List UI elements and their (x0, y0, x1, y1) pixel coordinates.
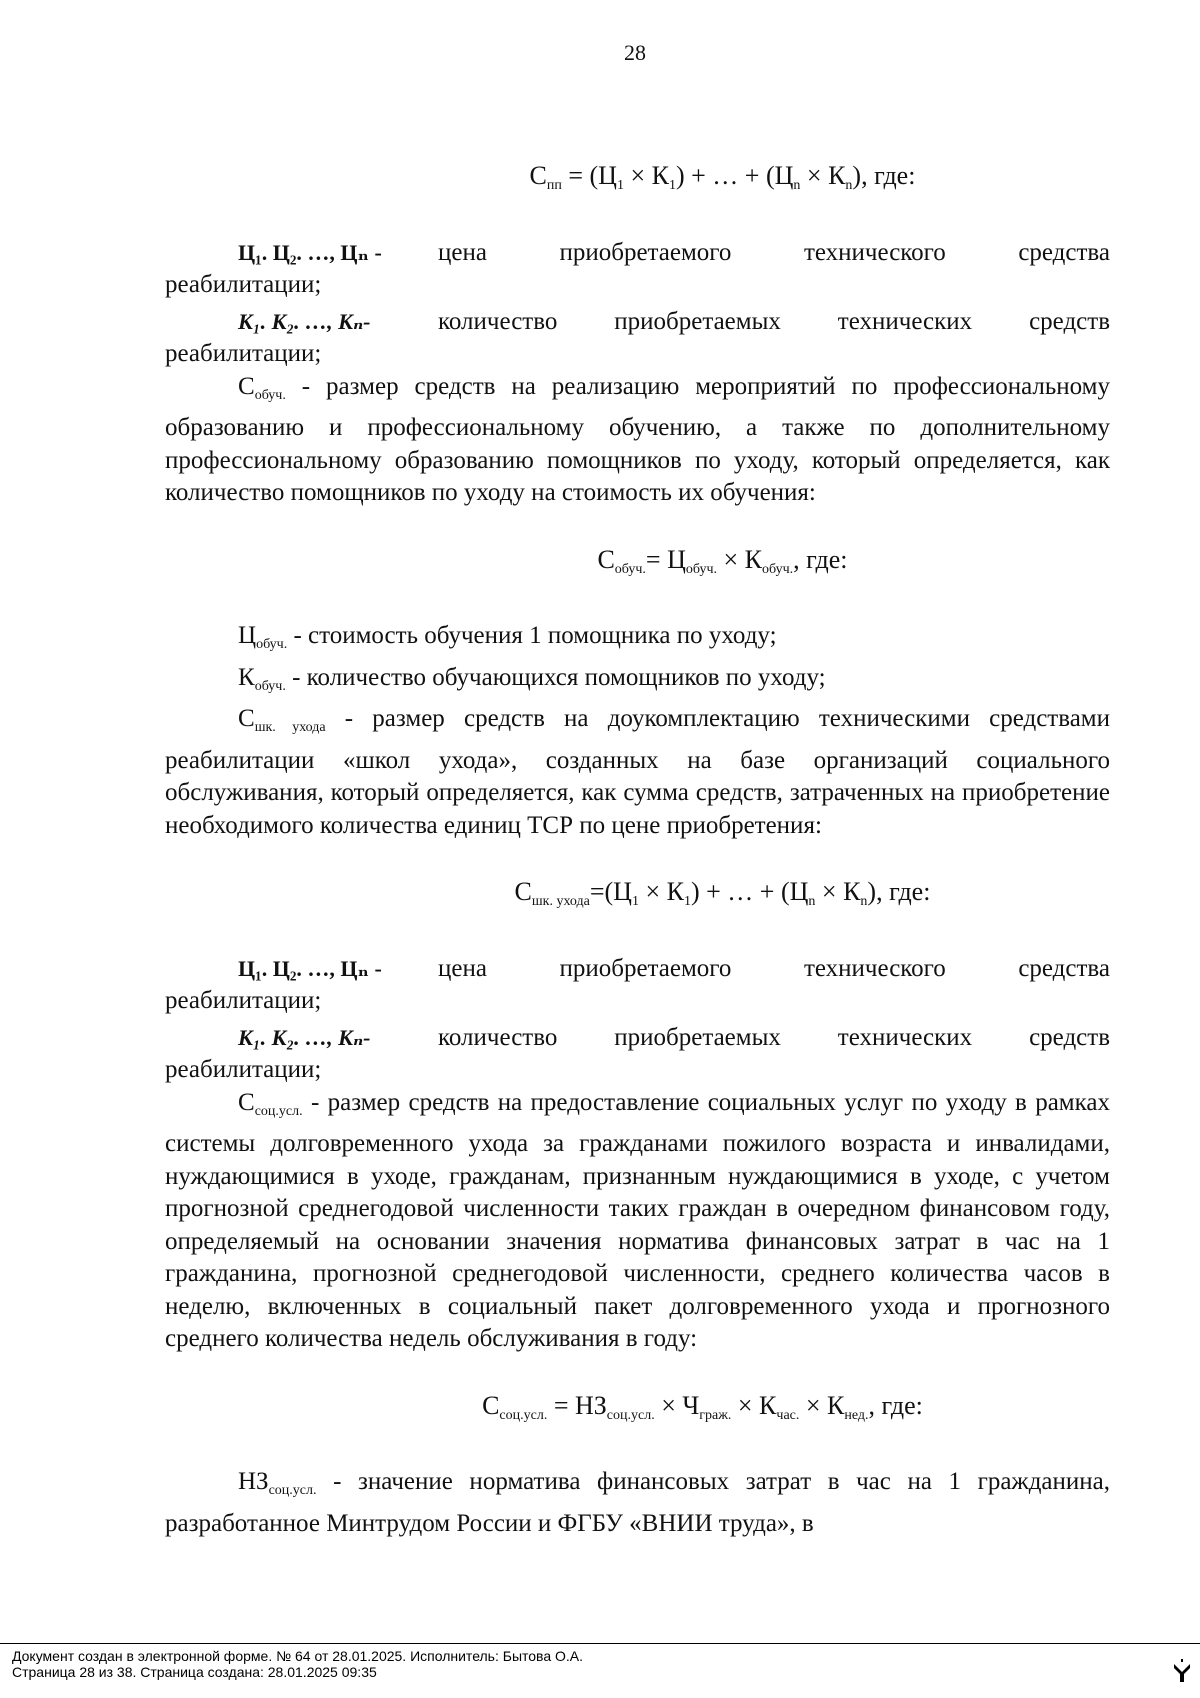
footer-divider (0, 1643, 1200, 1644)
paragraph-cost-norm: $НЗ_{соц.усл.}$ - значение норматива финансовых затрат в час на 1 гражданина, разработанное Минтрудом России и ФГБУ «ВНИИ труда», в (165, 1468, 1110, 1537)
definition-text: цена приобретаемого технического средства (438, 238, 1110, 266)
definition-text: цена приобретаемого технического средства (438, 954, 1110, 982)
definition-continuation: реабилитации; (165, 987, 322, 1014)
formula-cpp: $C_{пп} = (Ц_1 \times К_1)$ + … + $(Ц_n \times К_n)$, где: (529, 161, 916, 193)
definition-trainee-count: $К_{обуч.}$ - количество обучающихся помощников по уходу; (238, 663, 826, 694)
definition-symbol: К₁. К₂. …, Кₙ- (238, 308, 371, 334)
formula-training: $С_{обуч.}= Ц_{обуч.} \times К_{обуч.}$, где: (597, 544, 848, 577)
definition-quantity-2 (165, 1022, 1110, 1055)
footer-line-2: Страница 28 из 38. Страница создана: 28.01.2025 09:35 (12, 1664, 377, 1680)
definition-price-2 (165, 953, 1110, 986)
definition-continuation: реабилитации; (165, 1056, 322, 1083)
definition-symbol: Ц₁. Ц₂. …, Цₙ - (238, 955, 382, 981)
page-number: 28 (624, 40, 646, 65)
definition-continuation: реабилитации; (165, 271, 322, 298)
document-footer (12, 1648, 583, 1680)
formula-care-school: $С_{шк. ухода}=(Ц_1 \times К_1)$ + … + $(Ц_n \times К_n)$, где: (514, 877, 931, 909)
footer-line-1: Документ создан в электронной форме. № 64 от 28.01.2025. Исполнитель: Бытова О.А. (12, 1648, 584, 1664)
definition-price-1 (165, 237, 1110, 270)
paragraph-training: $C_{обуч.}$ - размер средств на реализацию мероприятий по профессиональному образованию и профессиональному обучению, а также по дополнительному профессиональному образованию помощников по уходу, который определяется, как количество помощников по уходу на стоимость их обучения: (165, 372, 1110, 506)
definition-text: количество приобретаемых технических средств (438, 1023, 1110, 1051)
paragraph-social-services: $С_{соц.усл.}$ - размер средств на предоставление социальных услуг по уходу в рамках системы долговременного ухода за гражданами пожилого возраста и инвалидами, нуждающимися в уходе, гражданам, признанным нуждающимися в уходе, с учетом прогнозной среднегодовой численности таких граждан в очередном финансовом году, определяемый на основании значения норматива финансовых затрат в час на 1 гражданина, прогнозной среднегодовой численности, среднего количества часов в неделю, включенных в социальный пакет долговременного ухода и прогнозного среднего количества недель обслуживания в году: (165, 1088, 1110, 1352)
definition-symbol: К₁. К₂. …, Кₙ- (238, 1024, 371, 1050)
definition-quantity-1 (165, 306, 1110, 339)
emblem-icon (1172, 1658, 1192, 1684)
formula-social-services: $С_{соц.усл.} = НЗ_{соц.усл.} \times Ч_{граж.} \times К_{час.} \times К_{нед.}$, где: (482, 1390, 923, 1423)
paragraph-care-school: $С_{шк. ухода}$ - размер средств на доукомплектацию техническими средствами реабилитации «школ ухода», созданных на базе организаций социального обслуживания, который определяется, как сумма средств, затраченных на приобретение необходимого количества единиц ТСР по цене приобретения: (165, 705, 1110, 839)
definition-continuation: реабилитации; (165, 340, 322, 367)
definition-training-cost: $Ц_{обуч.}$ - стоимость обучения 1 помощника по уходу; (238, 622, 777, 652)
definition-symbol: Ц₁. Ц₂. …, Цₙ - (238, 239, 382, 265)
document-body (165, 150, 1110, 1540)
definition-text: количество приобретаемых технических средств (438, 307, 1110, 335)
